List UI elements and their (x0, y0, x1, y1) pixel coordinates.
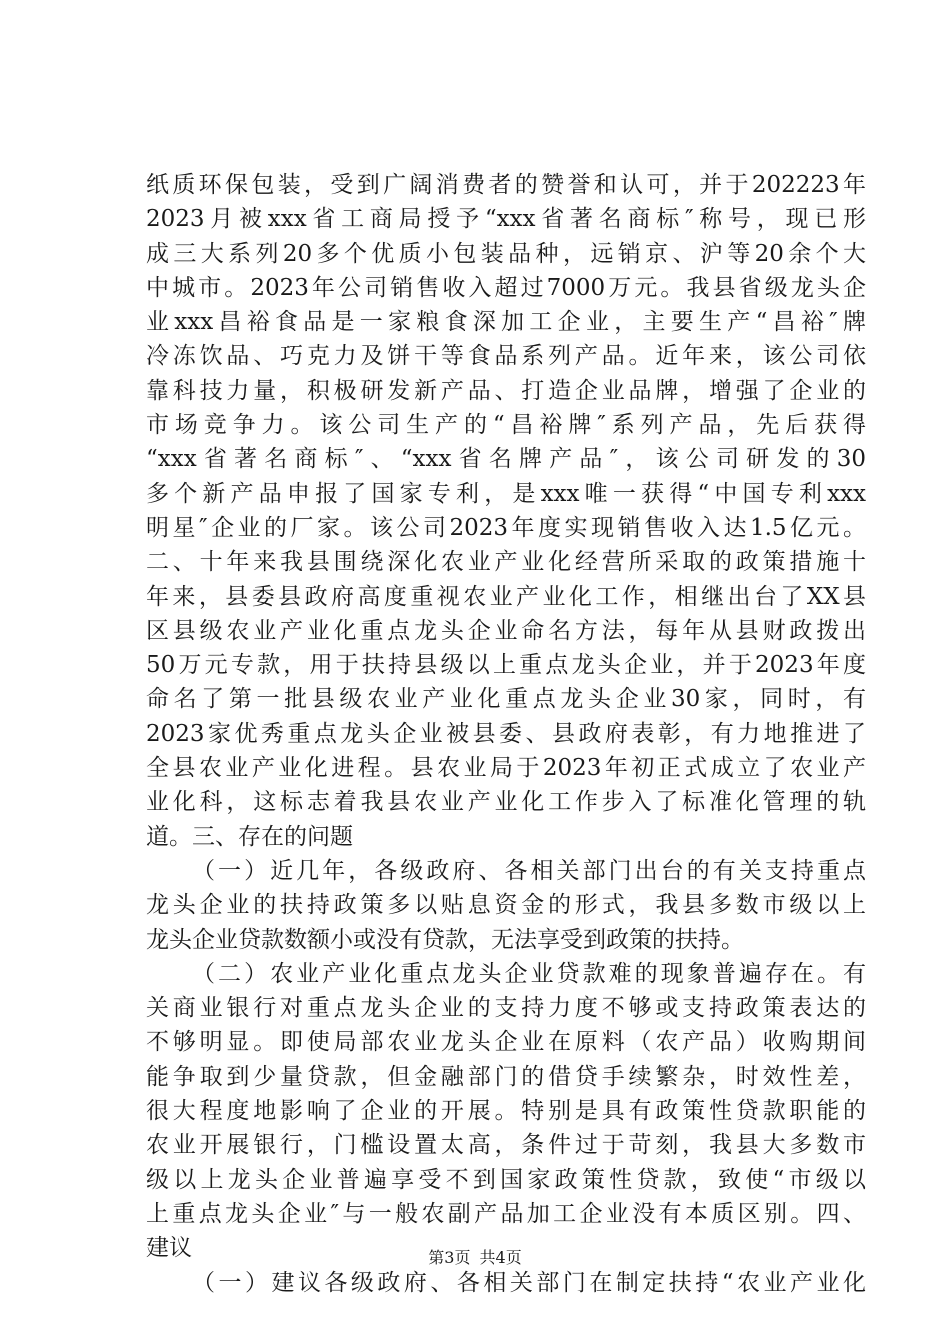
text-line: 靠科技力量，积极研发新产品、打造企业品牌，增强了企业的 (146, 377, 866, 404)
text-line: 农业开展银行，门槛设置太高，条件过于苛刻，我县大多数市 (146, 1132, 866, 1159)
text-line: “xxx省著名商标″、“xxx省名牌产品″，该公司研发的30 (146, 446, 866, 473)
text-line: 上重点龙头企业″与一般农副产品加工企业没有本质区别。四、 (146, 1200, 866, 1227)
page-footer (0, 1248, 950, 1268)
page-total: 共4页 (479, 1248, 522, 1267)
text-line: 2023月被xxx省工商局授予“xxx省著名商标″称号，现已形 (146, 206, 866, 233)
text-line: 成三大系列20多个优质小包装品种，远销京、沪等20余个大 (146, 240, 866, 267)
text-line: （一）近几年，各级政府、各相关部门出台的有关支持重点 (192, 857, 866, 884)
document-body (146, 168, 866, 1300)
text-line: 龙头企业的扶持政策多以贴息资金的形式，我县多数市级以上 (146, 892, 866, 919)
text-line: 业化科，这标志着我县农业产业化工作步入了标准化管理的轨 (146, 789, 866, 816)
text-line: 中城市。2023年公司销售收入超过7000万元。我县省级龙头企 (146, 274, 866, 301)
text-line: 龙头企业贷款数额小或没有贷款，无法享受到政策的扶持。 (146, 926, 744, 953)
text-line: 全县农业产业化进程。县农业局于2023年初正式成立了农业产 (146, 755, 866, 782)
text-line: 道。三、存在的问题 (146, 823, 353, 850)
text-line: 很大程度地影响了企业的开展。特别是具有政策性贷款职能的 (146, 1098, 866, 1125)
page-number: 第3页 (428, 1248, 471, 1267)
text-line: 二、十年来我县围绕深化农业产业化经营所采取的政策措施十 (146, 549, 866, 576)
text-line: 建议 (146, 1235, 192, 1262)
text-line: 年来，县委县政府高度重视农业产业化工作，相继出台了XX县 (146, 583, 866, 610)
text-line: 市场竞争力。该公司生产的“昌裕牌″系列产品，先后获得 (146, 412, 866, 439)
text-line: 区县级农业产业化重点龙头企业命名方法，每年从县财政拨出 (146, 617, 866, 644)
text-line: 明星″企业的厂家。该公司2023年度实现销售收入达1.5亿元。 (146, 514, 866, 541)
text-line: 不够明显。即使局部农业龙头企业在原料（农产品）收购期间 (146, 1029, 866, 1056)
text-line: 2023家优秀重点龙头企业被县委、县政府表彰，有力地推进了 (146, 720, 866, 747)
text-line: （一）建议各级政府、各相关部门在制定扶持“农业产业化 (192, 1269, 866, 1296)
text-line: 纸质环保包装，受到广阔消费者的赞誉和认可，并于202223年 (146, 172, 866, 198)
text-line: 级以上龙头企业普遍享受不到国家政策性贷款，致使“市级以 (146, 1166, 866, 1193)
text-line: （二）农业产业化重点龙头企业贷款难的现象普遍存在。有 (192, 960, 866, 987)
text-line: 多个新产品申报了国家专利，是xxx唯一获得“中国专利xxx (146, 480, 866, 507)
text-line: 命名了第一批县级农业产业化重点龙头企业30家，同时，有 (146, 686, 866, 713)
text-line: 冷冻饮品、巧克力及饼干等食品系列产品。近年来，该公司依 (146, 343, 866, 370)
text-line: 能争取到少量贷款，但金融部门的借贷手续繁杂，时效性差， (146, 1063, 866, 1090)
text-line: 业xxx昌裕食品是一家粮食深加工企业，主要生产“昌裕″牌 (146, 309, 866, 336)
text-line: 关商业银行对重点龙头企业的支持力度不够或支持政策表达的 (146, 995, 866, 1022)
text-line: 50万元专款，用于扶持县级以上重点龙头企业，并于2023年度 (146, 652, 866, 679)
